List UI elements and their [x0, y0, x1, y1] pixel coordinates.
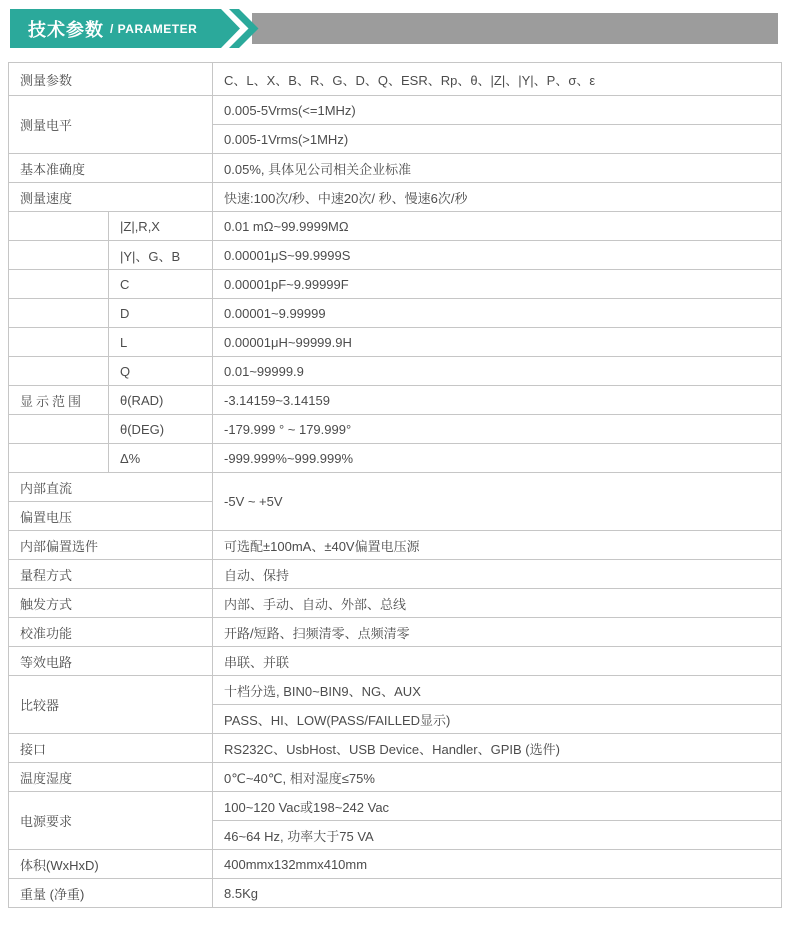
banner-bar: [252, 13, 778, 44]
spec-value-cell: 可选配±100mA、±40V偏置电压源: [213, 531, 782, 560]
spec-value-cell: -999.999%~999.999%: [213, 444, 782, 473]
table-row: [9, 473, 782, 502]
spec-label-cell: 校准功能: [9, 618, 213, 647]
spec-value-cell: -5V ~ +5V: [213, 473, 782, 531]
spec-table-body: [9, 63, 782, 908]
spec-value-cell: C、L、X、B、R、G、D、Q、ESR、Rp、θ、|Z|、|Y|、P、σ、ε: [213, 63, 782, 96]
page-title: [28, 9, 197, 48]
spec-label-cell: [9, 299, 109, 328]
table-row: [9, 212, 782, 241]
table-row: [9, 560, 782, 589]
spec-value-cell: 0.00001μH~99999.9H: [213, 328, 782, 357]
spec-label-cell: [9, 212, 109, 241]
spec-value-cell: RS232C、UsbHost、USB Device、Handler、GPIB (选件): [213, 734, 782, 763]
table-row: [9, 415, 782, 444]
spec-label-cell: [9, 415, 109, 444]
spec-subparam-cell: θ(RAD): [109, 386, 213, 415]
spec-value-cell: 串联、并联: [213, 647, 782, 676]
spec-value-cell: 0.005-1Vrms(>1MHz): [213, 125, 782, 154]
table-row: [9, 647, 782, 676]
spec-label-cell: 电源要求: [9, 792, 213, 850]
spec-value-cell: 开路/短路、扫频清零、点频清零: [213, 618, 782, 647]
spec-label-cell: 等效电路: [9, 647, 213, 676]
spec-value-cell: 0.01~99999.9: [213, 357, 782, 386]
table-row: [9, 154, 782, 183]
table-row: [9, 241, 782, 270]
spec-label-cell: 测量电平: [9, 96, 213, 154]
table-row: [9, 328, 782, 357]
table-row: [9, 763, 782, 792]
spec-value-cell: 十档分选, BIN0~BIN9、NG、AUX: [213, 676, 782, 705]
spec-value-cell: -3.14159~3.14159: [213, 386, 782, 415]
spec-label-cell: 温度湿度: [9, 763, 213, 792]
table-row: [9, 792, 782, 821]
table-row: [9, 734, 782, 763]
spec-label-cell: 体积(WxHxD): [9, 850, 213, 879]
spec-label-cell: 比较器: [9, 676, 213, 734]
spec-subparam-cell: D: [109, 299, 213, 328]
table-row: [9, 879, 782, 908]
spec-value-cell: 0.00001μS~99.9999S: [213, 241, 782, 270]
spec-label-cell: [9, 357, 109, 386]
spec-value-cell: 400mmx132mmx410mm: [213, 850, 782, 879]
spec-label-cell: [9, 444, 109, 473]
spec-label-cell: [9, 270, 109, 299]
spec-label-cell: 显示范围: [9, 386, 109, 415]
spec-value-cell: -179.999 ° ~ 179.999°: [213, 415, 782, 444]
spec-label-cell: 基本准确度: [9, 154, 213, 183]
spec-value-cell: 0℃~40℃, 相对湿度≤75%: [213, 763, 782, 792]
spec-label-cell: [9, 328, 109, 357]
spec-subparam-cell: L: [109, 328, 213, 357]
spec-value-cell: 内部、手动、自动、外部、总线: [213, 589, 782, 618]
table-row: [9, 357, 782, 386]
spec-value-cell: 100~120 Vac或198~242 Vac: [213, 792, 782, 821]
spec-label-cell: 偏置电压: [9, 502, 213, 531]
spec-label-cell: 重量 (净重): [9, 879, 213, 908]
spec-value-cell: 8.5Kg: [213, 879, 782, 908]
spec-value-cell: 0.05%, 具体见公司相关企业标准: [213, 154, 782, 183]
spec-subparam-cell: Q: [109, 357, 213, 386]
spec-value-cell: 46~64 Hz, 功率大于75 VA: [213, 821, 782, 850]
spec-value-cell: 快速:100次/秒、中速20次/ 秒、慢速6次/秒: [213, 183, 782, 212]
spec-value-cell: 0.00001pF~9.99999F: [213, 270, 782, 299]
spec-value-cell: 0.01 mΩ~99.9999MΩ: [213, 212, 782, 241]
table-row: [9, 676, 782, 705]
spec-table: [8, 62, 782, 908]
spec-value-cell: 0.00001~9.99999: [213, 299, 782, 328]
spec-label-cell: 内部直流: [9, 473, 213, 502]
page-title-zh: 技术参数: [28, 19, 104, 40]
table-row: [9, 618, 782, 647]
spec-value-cell: PASS、HI、LOW(PASS/FAILLED显示): [213, 705, 782, 734]
spec-subparam-cell: θ(DEG): [109, 415, 213, 444]
table-row: [9, 386, 782, 415]
table-row: [9, 850, 782, 879]
spec-subparam-cell: |Y|、G、B: [109, 241, 213, 270]
table-row: [9, 444, 782, 473]
section-banner: [0, 0, 790, 58]
spec-value-cell: 0.005-5Vrms(<=1MHz): [213, 96, 782, 125]
table-row: [9, 96, 782, 125]
spec-subparam-cell: Δ%: [109, 444, 213, 473]
table-row: [9, 183, 782, 212]
spec-label-cell: 测量参数: [9, 63, 213, 96]
spec-value-cell: 自动、保持: [213, 560, 782, 589]
table-row: [9, 299, 782, 328]
spec-label-cell: 触发方式: [9, 589, 213, 618]
spec-label-cell: 测量速度: [9, 183, 213, 212]
page-title-en: / PARAMETER: [110, 21, 198, 36]
spec-label-cell: 接口: [9, 734, 213, 763]
spec-subparam-cell: C: [109, 270, 213, 299]
table-row: [9, 589, 782, 618]
table-row: [9, 63, 782, 96]
spec-subparam-cell: |Z|,R,X: [109, 212, 213, 241]
spec-label-cell: [9, 241, 109, 270]
spec-label-cell: 量程方式: [9, 560, 213, 589]
table-row: [9, 270, 782, 299]
spec-label-cell: 内部偏置选件: [9, 531, 213, 560]
table-row: [9, 531, 782, 560]
